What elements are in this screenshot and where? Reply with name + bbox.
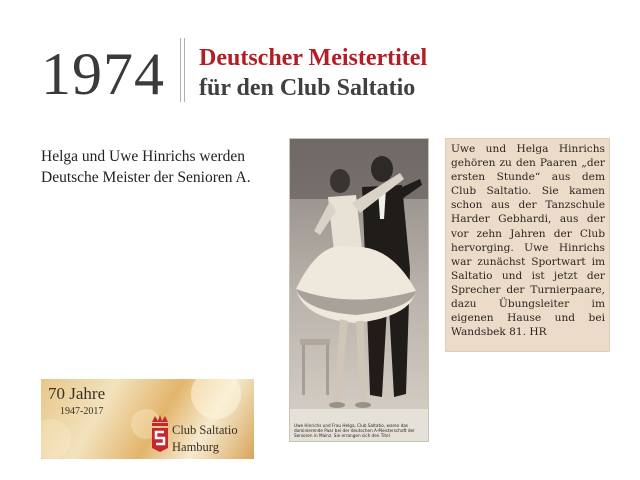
clipping-text: Uwe und Helga Hinrichs gehören zu den Paaren „der ersten Stunde“ aus dem Club Saltatio. Sie kamen schon aus der Tanzschule Harder Gebhardi, aus der vor zehn Jahren der Club hervorging. Uwe Hinrichs war zunächst Sportwart im Saltatio und ist jetzt der Sprecher der Turnierpaare, dazu Übungsleiter im eigenen Hause und bei Wandsbek 81. HR bbox=[451, 143, 605, 339]
photo-caption: Uwe Hinrichs und Frau Helga, Club Saltatio, waren das dominierende Paar bei der deutschen A-Meisterschaft der Senioren in Mainz. Sie errangen sich den Titel bbox=[294, 423, 415, 438]
anniversary-range: 1947-2017 bbox=[60, 406, 104, 417]
header-divider-secondary bbox=[184, 38, 185, 102]
dance-couple-illustration bbox=[290, 139, 428, 441]
page-subtitle: für den Club Saltatio bbox=[199, 75, 416, 101]
newspaper-clipping bbox=[445, 138, 610, 352]
bokeh-light bbox=[41, 419, 71, 459]
page-title: Deutscher Meistertitel bbox=[199, 45, 428, 71]
anniversary-label: 70 Jahre bbox=[48, 384, 106, 403]
intro-text: Helga und Uwe Hinrichs werden Deutsche Meister der Senioren A. bbox=[41, 148, 251, 186]
header-divider bbox=[180, 38, 181, 102]
club-city: Hamburg bbox=[172, 440, 219, 454]
bokeh-light bbox=[191, 379, 241, 419]
dance-photo bbox=[289, 138, 429, 442]
club-crest-icon bbox=[150, 414, 170, 452]
club-name: Club Saltatio bbox=[172, 423, 238, 437]
year-heading: 1974 bbox=[41, 41, 165, 107]
anniversary-banner bbox=[41, 379, 254, 459]
